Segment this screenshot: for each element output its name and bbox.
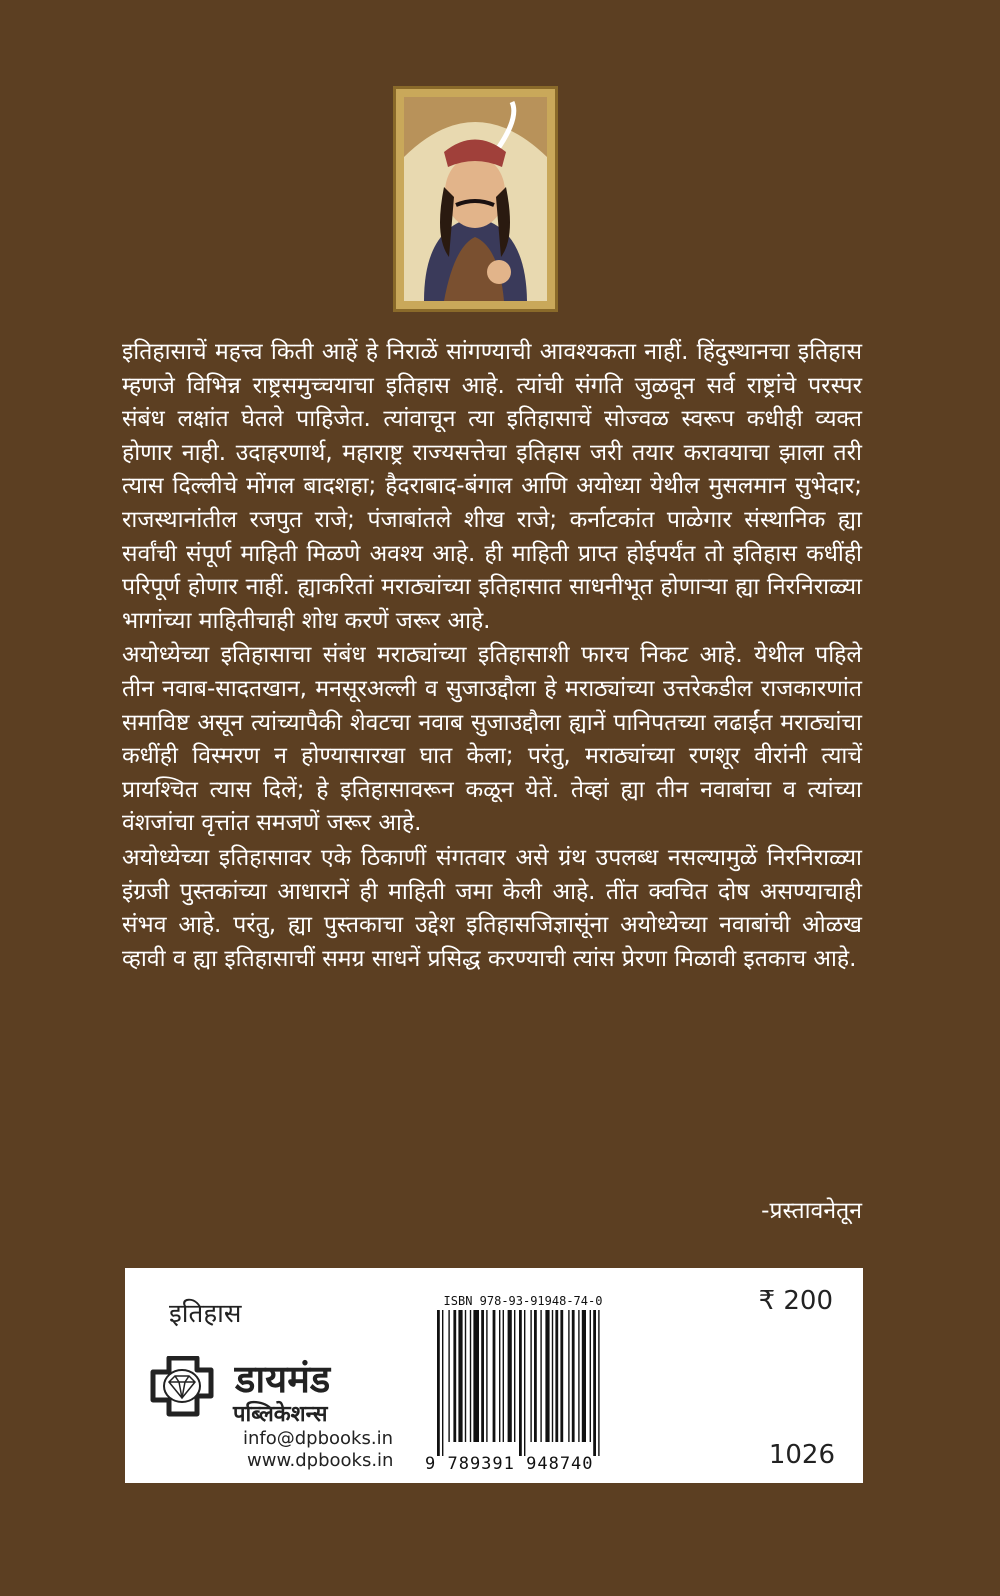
blurb xyxy=(122,336,862,977)
blurb-paragraph-2: अयोध्येच्या इतिहासाचा संबंध मराठ्यांच्या इतिहासाशी फारच निकट आहे. येथील पहिले तीन नवाब-सादतखान, मनसूरअल्ली व सुजाउद्दौला हे मराठ्यांच्या उत्तरेकडील राजकारणांत समाविष्ट असून त्यांच्यापैकी शेवटचा नवाब सुजाउद्दौला ह्यानें पानिपतच्या लढाईंत मराठ्यांचा कधींही विस्मरण न होण्यासारखा घात केला; परंतु, मराठ्यांच्या रणशूर वीरांनी त्याचें प्रायश्चित त्यास दिलें; हे इतिहासावरून कळून येतें. तेव्हां ह्या तीन नवाबांचा व त्यांच्या वंशजांचा वृत्तांत समजणें जरूर आहे. xyxy=(122,642,862,837)
isbn-barcode xyxy=(425,1294,621,1480)
info-panel xyxy=(125,1268,863,1483)
publisher-name: डायमंड xyxy=(235,1357,331,1401)
book-code: 1026 xyxy=(768,1440,835,1470)
price: ₹ 200 xyxy=(758,1286,833,1316)
publisher-email: info@dpbooks.in xyxy=(243,1428,393,1449)
attribution: -प्रस्तावनेतून xyxy=(761,1198,862,1224)
nawab-portrait-image xyxy=(404,97,547,301)
genre-label: इतिहास xyxy=(169,1299,242,1329)
publisher-subtitle: पब्लिकेशन्स xyxy=(233,1402,328,1427)
cover-portrait xyxy=(393,86,558,312)
blurb-paragraph-3: अयोध्येच्या इतिहासावर एके ठिकाणीं संगतवार असे ग्रंथ उपलब्ध नसल्यामुळें निरनिराळ्या इंग्रजी पुस्तकांच्या आधारानें ही माहिती जमा केली आहे. तींत क्वचित दोष असण्याचाही संभव आहे. परंतु, ह्या पुस्तकाचा उद्देश इतिहासजिज्ञासूंना अयोध्येच्या नवाबांची ओळख व्हावी व ह्या इतिहासाचीं समग्र साधनें प्रसिद्ध करण्याची त्यांस प्रेरणा मिळावी इतकाच आहे. xyxy=(122,844,862,972)
isbn-label: ISBN 978-93-91948-74-0 xyxy=(443,1294,603,1308)
blurb-paragraph-1: इतिहासाचें महत्त्व किती आहें हे निराळें सांगण्याची आवश्यकता नाहीं. हिंदुस्थानचा इतिहास म्हणजे विभिन्न राष्ट्रसमुच्चयाचा इतिहास आहे. त्यांची संगति जुळवून सर्व राष्ट्रांचे परस्पर संबंध लक्षांत घेतले पाहिजेत. त्यांवाचून त्या इतिहासाचें सोज्वळ स्वरूप कधीही व्यक्त होणार नाही. उदाहरणार्थ, महाराष्ट्र राज्यसत्तेचा इतिहास जरी तयार करावयाचा झाला तरी त्यास दिल्लीचे मोंगल बादशहा; हैदराबाद-बंगाल आणि अयोध्या येथील मुसलमान सुभेदार; राजस्थानांतील रजपुत राजे; पंजाबांतले शीख राजे; कर्नाटकांत पाळेगार संस्थानिक ह्या सर्वांची संपूर्ण माहिती मिळणे अवश्य आहे. ही माहिती प्राप्त होईपर्यंत तो इतिहास कधींही परिपूर्ण होणार नाहीं. ह्याकरितां मराठ्यांच्या इतिहासात साधनीभूत होणाऱ्या ह्या निरनिराळ्या भागांच्या माहितीचाही शोध करणें जरूर आहे. xyxy=(122,339,862,634)
publisher-website: www.dpbooks.in xyxy=(247,1450,394,1471)
barcode-digits: 9 789391 948740 xyxy=(425,1454,594,1474)
barcode-bars xyxy=(437,1310,609,1456)
